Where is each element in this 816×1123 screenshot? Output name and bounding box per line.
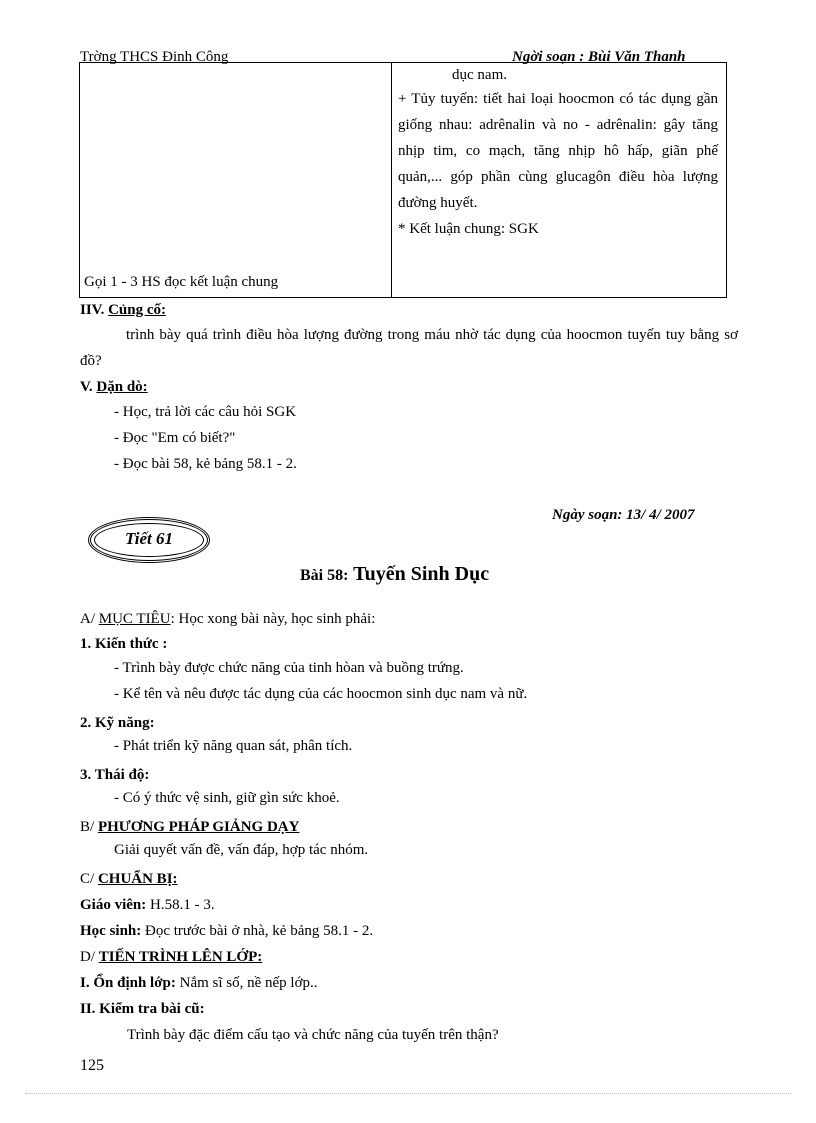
dando-heading: V. Dặn dò: — [80, 379, 148, 395]
kienthuc-item-2: - Kể tên và nêu được tác dụng của các hoocmon sinh dục nam và nữ. — [114, 686, 528, 702]
kynang-heading: 2. Kỹ năng: — [80, 715, 155, 731]
dando-item-3: - Đọc bài 58, kẻ bảng 58.1 - 2. — [114, 456, 297, 472]
chuanbi-giaovien: Giáo viên: H.58.1 - 3. — [80, 897, 215, 913]
kiemtra-heading: II. Kiểm tra bài cũ: — [80, 1001, 205, 1017]
teacher-activity-text: Gọi 1 - 3 HS đọc kết luận chung — [84, 274, 279, 290]
tiet-label: Tiết 61 — [125, 529, 173, 548]
cungco-text: trình bày quá trình điều hòa lượng đường trong máu nhờ tác dụng của hoocmon tuyến tuy bằng sơ đồ? — [80, 327, 738, 369]
tiet-badge — [88, 517, 210, 563]
header-school: Trờng THCS Đinh Công — [80, 49, 229, 65]
dando-item-2: - Đọc "Em có biết?" — [114, 430, 236, 446]
chuanbi-heading: C/ CHUẨN BỊ: — [80, 871, 178, 887]
lesson-title: Bài 58: Tuyến Sinh Dục — [300, 563, 490, 585]
lesson-table — [79, 62, 727, 298]
chuanbi-hocsinh: Học sinh: Đọc trước bài ở nhà, kẻ bảng 58.1 - 2. — [80, 923, 374, 939]
date-prepared: Ngày soạn: 13/ 4/ 2007 — [552, 507, 695, 523]
kienthuc-item-1: - Trình bày được chức năng của tinh hòan và buồng trứng. — [114, 660, 464, 676]
kienthuc-heading: 1. Kiến thức : — [80, 636, 168, 652]
cungco-heading: IIV. Củng cố: — [80, 302, 166, 318]
tientrinh-heading: D/ TIẾN TRÌNH LÊN LỚP: — [80, 949, 263, 965]
footer-divider — [25, 1093, 791, 1094]
muctieu-heading: A/ MỤC TIÊU: Học xong bài này, học sinh phải: — [80, 611, 376, 627]
kynang-item-1: - Phát triển kỹ năng quan sát, phân tích. — [114, 738, 353, 754]
thaido-item-1: - Có ý thức vệ sinh, giữ gìn sức khoẻ. — [114, 790, 340, 806]
teacher-activity-cell — [80, 63, 392, 298]
dando-item-1: - Học, trả lời các câu hỏi SGK — [114, 404, 297, 420]
ondinh-line: I. Ổn định lớp: Nắm sĩ số, nề nếp lớp.. — [80, 975, 318, 991]
content-line-1: dục nam. — [452, 67, 507, 83]
content-cell — [392, 63, 727, 298]
thaido-heading: 3. Thái độ: — [80, 767, 150, 783]
page-number: 125 — [80, 1057, 104, 1074]
content-line-2: + Tủy tuyến: tiết hai loại hoocmon có tác dụng gần giống nhau: adrênalin và no - adrênalin: gây tăng nhịp tim, co mạch, tăng nhịp hô hấp, giãn phế quản,... góp phần cùng glucagôn điều hòa lượng đường huyết. — [398, 91, 718, 211]
kiemtra-text: Trình bày đặc điểm cấu tạo và chức năng của tuyến trên thận? — [127, 1027, 499, 1043]
content-line-3: * Kết luận chung: SGK — [398, 221, 539, 237]
phuongphap-heading: B/ PHƯƠNG PHÁP GIẢNG DẠY — [80, 819, 300, 835]
phuongphap-text: Giải quyết vấn đề, vấn đáp, hợp tác nhóm. — [114, 842, 369, 858]
header-author: Ngời soạn : Bùi Văn Thanh — [512, 49, 686, 65]
